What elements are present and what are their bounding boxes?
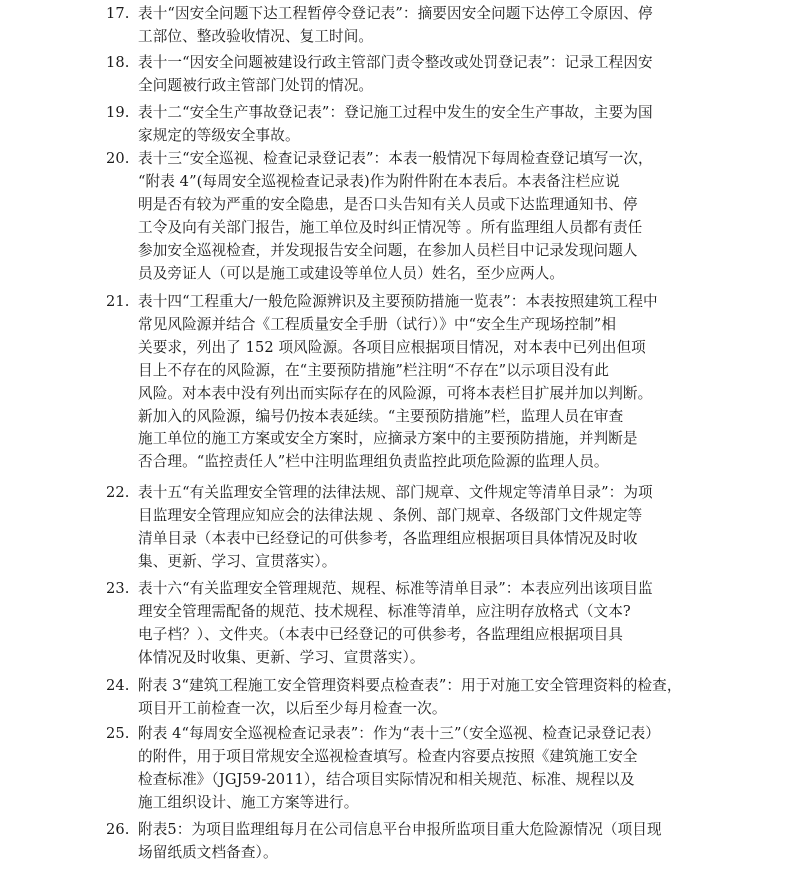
item-text <box>138 723 726 815</box>
text-line: 附表 4“每周安全巡视检查记录表”：作为“表十三”（安全巡视、检查记录登记表） <box>138 725 660 742</box>
text-line: 新加入的风险源，编号仍按本表延续。“主要预防措施”栏，监理人员在审查 <box>138 407 624 425</box>
list-item-24 <box>106 675 726 721</box>
text-line: 否合理。“监控责任人”栏中注明监理组负责监控此项危险源的监理人员。 <box>138 453 609 471</box>
list-item-17 <box>106 3 726 49</box>
item-number: 26. <box>106 821 130 838</box>
list-item-18 <box>106 52 726 98</box>
item-number: 24. <box>106 677 130 694</box>
text-line: 参加安全巡视检查，并发现报告安全问题，在参加人员栏目中记录发现问题人 <box>138 241 638 259</box>
item-number: 19. <box>106 104 130 121</box>
text-line: 明是否有较为严重的安全隐患，是否口头告知有关人员或下达监理通知书、停 <box>138 195 638 213</box>
text-line: 工部位、整改验收情况、复工时间。 <box>138 27 374 45</box>
text-line: 常见风险源并结合《工程质量安全手册（试行）》中“安全生产现场控制”相 <box>138 315 617 333</box>
text-line: 表十四“工程重大/一般危险源辨识及主要预防措施一览表”：本表按照建筑工程中 <box>138 293 658 310</box>
item-number: 25. <box>106 725 130 742</box>
text-line: 目上不存在的风险源，在“主要预防措施”栏注明“不存在”以示项目没有此 <box>138 361 610 379</box>
list-item-22 <box>106 482 726 574</box>
item-text <box>138 482 726 574</box>
item-number: 21. <box>106 293 130 310</box>
text-line: 风险。对本表中没有列出而实际存在的风险源，可将本表栏目扩展并加以判断。 <box>138 384 653 402</box>
list-item-25 <box>106 723 726 815</box>
text-line: 目监理安全管理应知应会的法律法规 、条例、部门规章、各级部门文件规定等 <box>138 506 643 524</box>
item-text <box>138 578 726 670</box>
text-line: 施工组织设计、施工方案等进行。 <box>138 793 359 811</box>
text-line: 理安全管理需配备的规范、技术规程、标准等清单，应注明存放格式（文本? <box>138 602 631 620</box>
list-item-26 <box>106 819 726 865</box>
text-line: 关要求，列出了 152 项风险源。各项目应根据项目情况，对本表中已列出但项 <box>138 338 646 356</box>
text-line: 工令及向有关部门报告，施工单位及时纠正情况等 。所有监理组人员都有责任 <box>138 218 643 236</box>
text-line: 项目开工前检查一次，以后至少每月检查一次。 <box>138 699 447 717</box>
text-line: 清单目录（本表中已经登记的可供参考，各监理组应根据项目具体情况及时收 <box>138 529 638 547</box>
item-text <box>138 819 726 865</box>
item-text <box>138 52 726 98</box>
item-text <box>138 3 726 49</box>
text-line: 表十一“因安全问题被建设行政主管部门责令整改或处罚登记表”：记录工程因安 <box>138 54 653 71</box>
text-line: 检查标准》（JGJ59-2011），结合项目实际情况和相关规范、标准、规程以及 <box>138 770 635 788</box>
text-line: 集、更新、学习、宣贯落实）。 <box>138 552 337 570</box>
text-line: 附表 3“建筑工程施工安全管理资料要点检查表”：用于对施工安全管理资料的检查， <box>138 677 682 694</box>
list-item-23 <box>106 578 726 670</box>
item-text <box>138 148 726 285</box>
item-text <box>138 102 726 148</box>
item-number: 23. <box>106 580 130 597</box>
text-line: 附表5：为项目监理组每月在公司信息平台申报所监项目重大危险源情况（项目现 <box>138 821 662 838</box>
item-text <box>138 291 726 474</box>
text-line: 体情况及时收集、更新、学习、宣贯落实）。 <box>138 648 425 666</box>
list-item-19 <box>106 102 726 148</box>
text-line: 电子档？）、文件夹。（本表中已经登记的可供参考，各监理组应根据项目具 <box>138 625 623 643</box>
text-line: 表十二“安全生产事故登记表”：登记施工过程中发生的安全生产事故，主要为国 <box>138 104 653 121</box>
text-line: 表十三“安全巡视、检查记录登记表”：本表一般情况下每周检查登记填写一次， <box>138 150 653 167</box>
item-number: 18. <box>106 54 130 71</box>
text-line: 表十“因安全问题下达工程暂停令登记表”：摘要因安全问题下达停工令原因、停 <box>138 5 653 22</box>
text-line: 员及旁证人（可以是施工或建设等单位人员）姓名，至少应两人。 <box>138 264 565 282</box>
text-line: 表十五“有关监理安全管理的法律法规、部门规章、文件规定等清单目录”：为项 <box>138 484 653 501</box>
item-text <box>138 675 726 721</box>
text-line: 场留纸质文档备查）。 <box>138 843 278 861</box>
text-line: 的附件，用于项目常规安全巡视检查填写。检查内容要点按照《建筑施工安全 <box>138 747 638 765</box>
list-item-21 <box>106 291 726 474</box>
item-number: 17. <box>106 5 130 22</box>
text-line: 施工单位的施工方案或安全方案时，应摘录方案中的主要预防措施，并判断是 <box>138 430 638 448</box>
item-number: 22. <box>106 484 130 501</box>
text-line: 家规定的等级安全事故。 <box>138 126 300 144</box>
item-number: 20. <box>106 150 130 167</box>
list-item-20 <box>106 148 726 285</box>
text-line: “附表 4”(每周安全巡视检查记录表)作为附件附在本表后。本表备注栏应说 <box>138 172 620 190</box>
text-line: 表十六“有关监理安全管理规范、规程、标准等清单目录”：本表应列出该项目监 <box>138 580 653 597</box>
text-line: 全问题被行政主管部门处罚的情况。 <box>138 76 374 94</box>
